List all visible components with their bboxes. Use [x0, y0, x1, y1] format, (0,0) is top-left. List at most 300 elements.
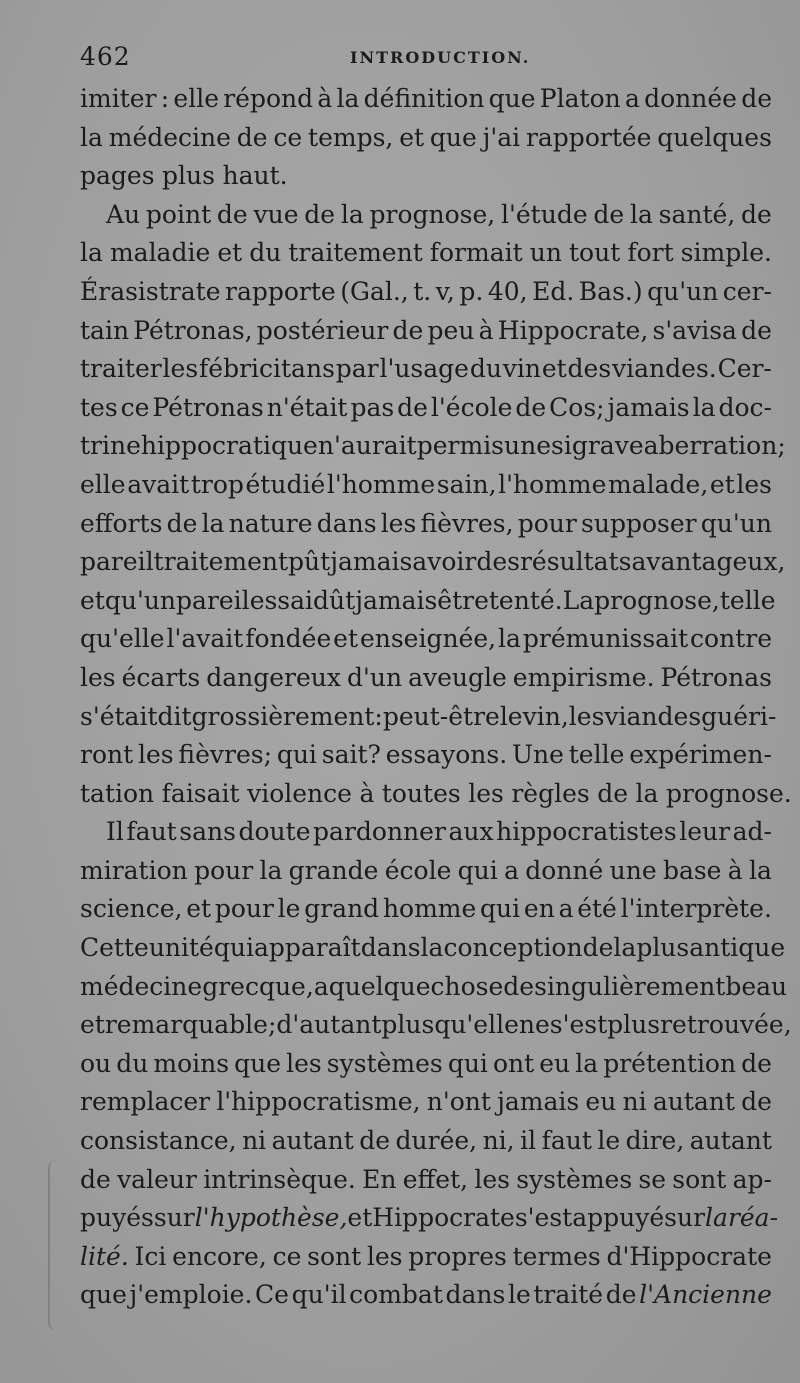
word: de [605, 1280, 637, 1310]
text-line [80, 427, 786, 466]
word: ne [518, 1010, 550, 1040]
word: conception [443, 933, 583, 963]
word: fondée [245, 624, 332, 654]
word: viandes. [612, 354, 717, 384]
word: la [340, 199, 364, 229]
word: unité [148, 933, 214, 963]
word: de [503, 971, 535, 1001]
word: définition [363, 84, 485, 113]
word: la [635, 778, 659, 808]
word: de [741, 199, 772, 229]
word: tenté. [488, 585, 563, 615]
word: faisait [161, 778, 240, 808]
margin-pencil-mark [48, 1160, 66, 1330]
word: les [137, 740, 174, 770]
word: donnée [644, 84, 737, 113]
word: jamais [330, 547, 413, 577]
word: l'homme [326, 469, 436, 499]
word: la [80, 122, 103, 152]
word: jamais [355, 585, 438, 615]
word: peut-être [382, 701, 500, 731]
word: répond [223, 84, 314, 113]
word: leur [679, 817, 731, 847]
word: ni [622, 1087, 647, 1117]
word: s'avisa [652, 315, 737, 345]
word: systèmes [516, 1164, 633, 1194]
word: Bas.) [578, 276, 643, 306]
word: traité [533, 1280, 604, 1310]
word: cer- [722, 276, 772, 306]
word: été [577, 894, 617, 924]
word: imiter [80, 84, 157, 113]
word: pareil [80, 547, 154, 577]
word: l'Ancienne [639, 1280, 772, 1310]
word: les [474, 1164, 510, 1194]
word: s'est [549, 1010, 608, 1040]
running-head: INTRODUCTION. [350, 48, 531, 67]
word: le [597, 1126, 621, 1156]
text-line [80, 852, 772, 891]
word: les [568, 701, 605, 731]
word: qu'elle [80, 624, 165, 654]
word: de [236, 122, 268, 152]
word: ont [493, 1048, 535, 1078]
word: qu'un [647, 276, 719, 306]
word: dans [316, 508, 377, 538]
word: les [80, 662, 116, 692]
word: Cos; [549, 392, 605, 422]
word: faut [126, 817, 177, 847]
word: et [333, 624, 359, 654]
word: formait [429, 238, 523, 268]
word: (Gal., [340, 276, 409, 306]
word: l'avait [166, 624, 244, 654]
word: la [336, 84, 360, 113]
word: simple. [680, 238, 772, 268]
word: l'école [430, 392, 513, 422]
word: Cer- [717, 354, 772, 384]
word: l'homme [498, 469, 607, 499]
word: de [304, 199, 336, 229]
text-line [80, 1122, 772, 1161]
word: s'était [80, 701, 158, 731]
word: viandes [604, 701, 702, 731]
word: prognose. [665, 778, 792, 808]
word: la [705, 1203, 728, 1233]
page-number: 462 [80, 42, 131, 71]
word: Ce [255, 1280, 289, 1310]
word: autant [271, 1126, 354, 1156]
word: valeur [117, 1164, 197, 1194]
word: qui [457, 855, 498, 885]
text-line [80, 119, 772, 158]
word: médecine [108, 122, 231, 152]
word: pages [80, 161, 155, 191]
word: essayons. [385, 740, 508, 770]
word: de [515, 392, 547, 422]
word: contre [690, 624, 772, 654]
word: jamais [497, 1087, 580, 1117]
word: de [80, 1164, 111, 1194]
text-line [80, 466, 772, 505]
word: et [80, 1010, 105, 1040]
word: une [609, 855, 657, 885]
word: de [741, 1087, 772, 1117]
word: sont [672, 1164, 727, 1194]
word: qu'un [104, 585, 177, 615]
word: autant [689, 1126, 772, 1156]
word: pas [350, 392, 395, 422]
word: science, [80, 894, 183, 924]
word: nature [228, 508, 313, 538]
word: dit [157, 701, 192, 731]
text-line [80, 1199, 779, 1238]
text-line [80, 698, 777, 737]
word: l'interprète. [620, 894, 772, 924]
word: dire, [625, 1126, 685, 1156]
word: un [529, 238, 562, 268]
page-header [80, 40, 770, 76]
word: prétention [603, 1048, 737, 1078]
word: traiter [80, 354, 162, 384]
word: lité. [80, 1241, 129, 1271]
text-line [80, 890, 772, 929]
text-line [80, 736, 772, 775]
word: sur [153, 1203, 195, 1233]
word: médecine [80, 971, 203, 1001]
word: telle [719, 585, 776, 615]
word: la [420, 933, 444, 963]
word: appuyé [572, 1203, 665, 1233]
word: ni [242, 1126, 267, 1156]
word: qui [480, 894, 521, 924]
word: le [277, 894, 301, 924]
word: quelque [328, 971, 431, 1001]
word: réa- [727, 1203, 779, 1233]
word: d'Hippocrate [606, 1241, 772, 1271]
word: fièvres; [178, 740, 272, 770]
word: durée, [395, 1126, 478, 1156]
word: a [624, 84, 640, 113]
word: doc- [718, 392, 772, 422]
text-line [80, 1238, 772, 1277]
word: elle [173, 84, 219, 113]
text-line [80, 350, 772, 389]
word: avantageux, [631, 547, 786, 577]
word: que [80, 1280, 127, 1310]
word: les [380, 508, 417, 538]
word: que [488, 84, 536, 113]
word: empirisme. [512, 662, 655, 692]
word: le [499, 701, 523, 731]
word: autant [652, 1087, 735, 1117]
word: vue [253, 199, 299, 229]
word: aberration; [643, 431, 786, 461]
word: fièvres, [420, 508, 514, 538]
word: 40, [487, 276, 528, 306]
word: antique [689, 933, 786, 963]
word: et [541, 354, 567, 384]
word: la [748, 855, 772, 885]
text-line [80, 582, 776, 621]
word: Hippocrate, [497, 315, 649, 345]
word: règles [511, 778, 590, 808]
word: La [562, 585, 595, 615]
word: Cette [80, 933, 149, 963]
word: rapportée [525, 122, 652, 152]
word: donné [525, 855, 604, 885]
text-line [80, 968, 788, 1007]
word: p. [459, 276, 484, 306]
word: plus [381, 1010, 435, 1040]
word: qu'il [291, 1280, 347, 1310]
word: ap- [732, 1164, 772, 1194]
text-line [80, 1083, 772, 1122]
word: retrouvée, [660, 1010, 792, 1040]
word: Platon [539, 84, 621, 113]
word: remplacer [80, 1087, 211, 1117]
word: rapporte [225, 276, 336, 306]
word: qu'un [700, 508, 772, 538]
word: Pétronas [152, 392, 264, 422]
word: de [359, 1126, 391, 1156]
text-line [80, 196, 772, 235]
text-line [80, 543, 786, 582]
word: a [504, 855, 519, 885]
word: trine [80, 431, 141, 461]
text-line [80, 620, 772, 659]
word: ce [120, 392, 150, 422]
word: de [597, 778, 629, 808]
word: miration [80, 855, 188, 885]
word: Pétronas, [133, 315, 253, 345]
word: s'est [514, 1203, 573, 1233]
text-line [80, 1045, 772, 1084]
word: pour [214, 894, 274, 924]
text-line [80, 80, 772, 119]
word: consistance, [80, 1126, 237, 1156]
word: étudié [245, 469, 326, 499]
word: tes [80, 392, 118, 422]
word: qui [276, 740, 317, 770]
word: pour [194, 855, 254, 885]
word: grande [288, 855, 379, 885]
word: n'était [266, 392, 348, 422]
word: et [186, 894, 212, 924]
word: de [397, 392, 428, 422]
word: sain, [436, 469, 497, 499]
word: d'autant [276, 1010, 382, 1040]
word: dangereux [206, 662, 341, 692]
word: de [741, 84, 772, 113]
word: sur [664, 1203, 706, 1233]
word: l'étude [501, 199, 588, 229]
word: a [558, 894, 574, 924]
word: grave [571, 431, 644, 461]
word: haut. [222, 161, 288, 191]
word: maladie [109, 238, 211, 268]
word: de [582, 933, 614, 963]
word: encore, [172, 1241, 267, 1271]
word: prognose, [369, 199, 496, 229]
word: sont [307, 1241, 362, 1271]
word: peu [427, 315, 475, 345]
word: par [335, 354, 379, 384]
word: la [629, 199, 653, 229]
word: enseignée, [359, 624, 497, 654]
word: j'emploie. [129, 1280, 253, 1310]
word: prémunissait [522, 624, 689, 654]
word: point [145, 199, 212, 229]
word: remarquable; [104, 1010, 277, 1040]
word: avait [127, 469, 190, 499]
word: de [216, 199, 248, 229]
word: chose [430, 971, 504, 1001]
word: dans [360, 933, 421, 963]
word: a [313, 971, 329, 1001]
word: propres [408, 1241, 507, 1271]
word: avoir [412, 547, 477, 577]
text-line [80, 389, 772, 428]
word: ou [80, 1048, 112, 1078]
word: En [362, 1164, 397, 1194]
word: plus [636, 933, 690, 963]
word: les [736, 469, 772, 499]
word: tation [80, 778, 155, 808]
text-line [80, 273, 772, 312]
word: et [399, 122, 425, 152]
word: que [429, 122, 477, 152]
word: essai [249, 585, 314, 615]
word: pareil [176, 585, 250, 615]
word: beau [725, 971, 788, 1001]
word: l'hippocratisme, [216, 1087, 421, 1117]
text-line [80, 505, 772, 544]
word: Ici [134, 1241, 167, 1271]
word: puyés [80, 1203, 154, 1233]
word: systèmes [326, 1048, 443, 1078]
word: du [116, 1048, 149, 1078]
word: qu'elle [434, 1010, 519, 1040]
word: la [259, 855, 283, 885]
word: pardonner [313, 817, 446, 847]
word: grecque, [202, 971, 314, 1001]
word: vin, [522, 701, 569, 731]
text-line [80, 1006, 792, 1045]
word: le [507, 1280, 531, 1310]
word: sait? [321, 740, 381, 770]
word: homme [382, 894, 477, 924]
word: n'ont [426, 1087, 491, 1117]
word: trop [190, 469, 244, 499]
word: ce [272, 1241, 302, 1271]
word: grossièrement: [191, 701, 383, 731]
word: Hippocrate [372, 1203, 515, 1233]
word: traitement [153, 547, 289, 577]
word: l'hypothèse, [194, 1203, 348, 1233]
word: santé, [658, 199, 736, 229]
word: la [80, 238, 103, 268]
word: supposer [581, 508, 697, 538]
word: de [741, 315, 772, 345]
word: résultats [519, 547, 632, 577]
text-line [80, 234, 772, 273]
word: traitement [288, 238, 423, 268]
word: être [437, 585, 489, 615]
word: pût [288, 547, 331, 577]
word: ad- [732, 817, 772, 847]
word: hippocratique [140, 431, 318, 461]
word: efforts [80, 508, 163, 538]
word: vin [502, 354, 541, 384]
word: Une [511, 740, 564, 770]
word: quelques [657, 122, 772, 152]
word: de [593, 199, 625, 229]
word: fort [627, 238, 674, 268]
word: tout [569, 238, 621, 268]
word: plus [162, 161, 215, 191]
word: école [384, 855, 452, 885]
word: à [478, 315, 494, 345]
word: apparaît [253, 933, 361, 963]
word: si [551, 431, 572, 461]
word: eu [539, 1048, 571, 1078]
word: se [638, 1164, 667, 1194]
word: que [234, 1048, 282, 1078]
word: et [217, 238, 243, 268]
word: les [162, 354, 199, 384]
word: ront [80, 740, 134, 770]
word: permis [416, 431, 505, 461]
word: n'aurait [317, 431, 417, 461]
word: du [249, 238, 282, 268]
word: prognose, [594, 585, 720, 615]
word: v, [435, 276, 455, 306]
word: en [523, 894, 555, 924]
word: à [317, 84, 333, 113]
word: eu [585, 1087, 617, 1117]
word: ce [273, 122, 303, 152]
word: il [520, 1126, 537, 1156]
word: la [692, 392, 716, 422]
word: d'un [346, 662, 403, 692]
word: Il [106, 817, 124, 847]
word: violence [247, 778, 352, 808]
word: hippocratistes [496, 817, 677, 847]
word: ni, [482, 1126, 515, 1156]
word: qui [213, 933, 254, 963]
word: aux [448, 817, 494, 847]
word: t. [413, 276, 432, 306]
text-line [80, 312, 772, 351]
word: dût [313, 585, 356, 615]
word: : [160, 84, 170, 113]
word: les [366, 1241, 403, 1271]
word: Pétronas [660, 662, 772, 692]
word: telle [568, 740, 625, 770]
word: les [468, 778, 504, 808]
word: des [567, 354, 612, 384]
word: temps, [308, 122, 394, 152]
text-line [80, 1276, 772, 1315]
word: les [286, 1048, 322, 1078]
word: Ed. [532, 276, 575, 306]
word: Érasistrate [80, 276, 221, 306]
text-line [80, 1161, 772, 1200]
word: à [359, 778, 375, 808]
word: l'usage [379, 354, 469, 384]
word: pour [517, 508, 577, 538]
